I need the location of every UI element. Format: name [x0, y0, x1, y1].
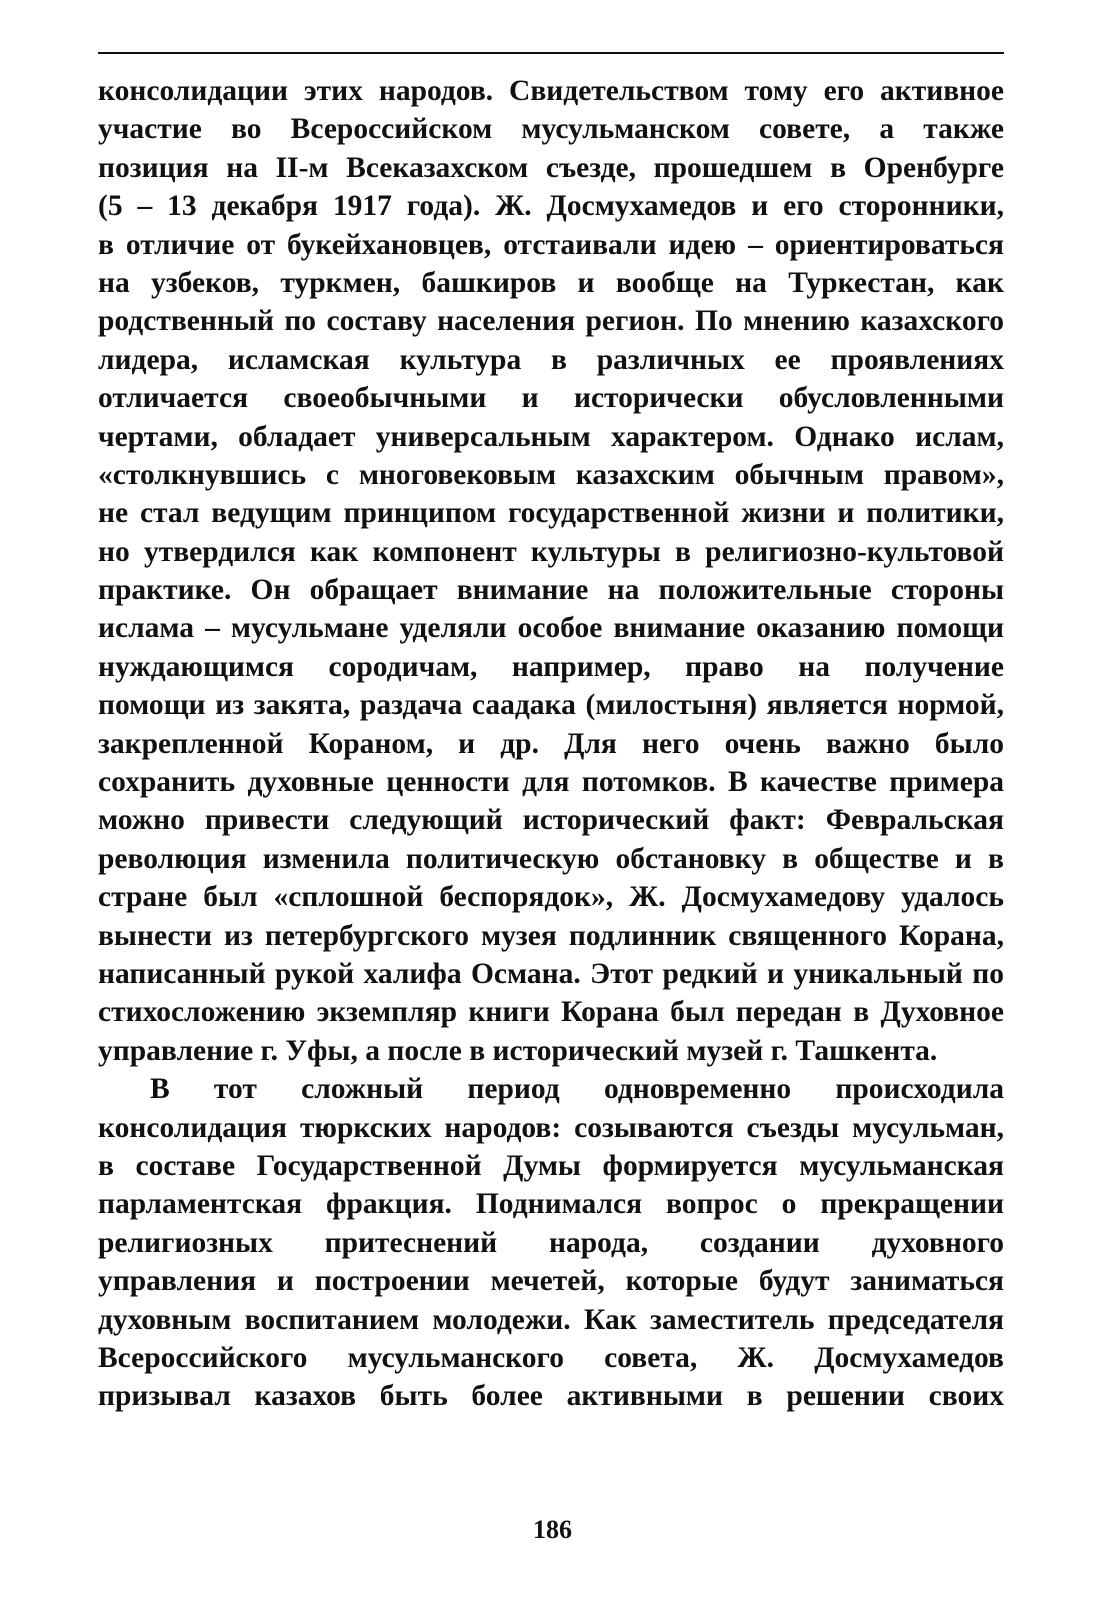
text-line: на узбеков, туркмен, башкиров и вообще на Туркестан, как	[98, 266, 1004, 299]
paragraph-2	[98, 1070, 1004, 1416]
text-line: религиозных притеснений народа, создании духовного	[98, 1226, 1004, 1259]
text-line: В тот сложный период одновременно происходила	[150, 1073, 1004, 1106]
text-line: помощи из закята, раздача саадака (милостыня) является нормой,	[98, 689, 1004, 722]
text-line: сохранить духовные ценности для потомков. В качестве примера	[98, 766, 1004, 799]
text-line: революция изменила политическую обстановку в обществе и в	[98, 842, 1004, 875]
text-line: консолидация тюркских народов: созываются съезды мусульман,	[98, 1111, 1004, 1144]
text-line: стихосложению экземпляр книги Корана был передан в Духовное	[98, 996, 1004, 1029]
text-line: «столкнувшись с многовековым казахским обычным правом»,	[98, 458, 1004, 491]
text-line: духовным воспитанием молодежи. Как заместитель председателя	[98, 1303, 1004, 1336]
text-line: но утвердился как компонент культуры в религиозно-культовой	[98, 535, 1004, 568]
text-line: написанный рукой халифа Османа. Этот редкий и уникальный по	[98, 957, 1004, 990]
text-line: консолидации этих народов. Свидетельством тому его активное	[98, 75, 1004, 107]
text-line: призывал казахов быть более активными в решении своих	[98, 1380, 1004, 1413]
text-line: Всероссийского мусульманского совета, Ж. Досмухамедов	[98, 1341, 1004, 1374]
text-line: парламентская фракция. Поднимался вопрос о прекращении	[98, 1188, 1004, 1221]
text-line: стране был «сплошной беспорядок», Ж. Досмухамедову удалось	[98, 881, 1004, 914]
text-line: практике. Он обращает внимание на положительные стороны	[98, 574, 1004, 607]
page-number: 186	[533, 1515, 572, 1544]
text-line: родственный по составу населения регион. По мнению казахского	[98, 305, 1004, 338]
top-rule	[98, 52, 1004, 54]
text-line: нуждающимся сородичам, например, право на получение	[98, 650, 1004, 683]
paragraph-1	[98, 72, 1004, 1070]
text-line: чертами, обладает универсальным характером. Однако ислам,	[98, 420, 1004, 453]
text-line: закрепленной Кораном, и др. Для него очень важно было	[98, 727, 1004, 760]
text-line: позиция на II-м Всеказахском съезде, прошедшем в Оренбурге	[98, 151, 1004, 184]
text-line: участие во Всероссийском мусульманском совете, а также	[98, 113, 1004, 146]
text-line: вынести из петербургского музея подлинник священного Корана,	[98, 919, 1004, 952]
text-line: в составе Государственной Думы формируется мусульманская	[98, 1149, 1004, 1182]
page-body	[98, 72, 1004, 1416]
text-line: управления и построении мечетей, которые будут заниматься	[98, 1265, 1004, 1298]
text-line: не стал ведущим принципом государственной жизни и политики,	[98, 497, 1004, 530]
text-line: ислама – мусульмане уделяли особое внимание оказанию помощи	[98, 612, 1004, 645]
text-line: (5 – 13 декабря 1917 года). Ж. Досмухамедов и его сторонники,	[98, 190, 1004, 223]
text-line: управление г. Уфы, а после в исторический музей г. Ташкента.	[98, 1034, 938, 1067]
text-line: можно привести следующий исторический факт: Февральская	[98, 804, 1004, 837]
text-line: в отличие от букейхановцев, отстаивали идею – ориентироваться	[98, 228, 1004, 261]
text-line: отличается своеобычными и исторически обусловленными	[98, 382, 1004, 415]
text-line: лидера, исламская культура в различных ее проявлениях	[98, 343, 1004, 376]
